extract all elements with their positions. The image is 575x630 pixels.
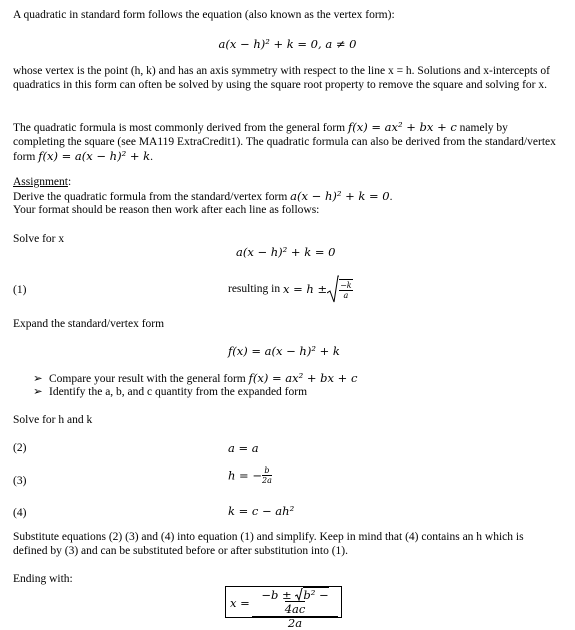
solve-for-x-label: Solve for x [13,233,65,245]
bullet-compare-text: Compare your result with the general form [49,373,249,385]
final-numerator [252,588,338,617]
step-3-numerator: b [262,466,272,476]
bullet-identify-text: Identify the a, b, and c quantity from the expanded form [49,386,308,398]
step-1-radical [327,275,353,303]
expand-label: Expand the standard/vertex form [13,318,165,330]
step-3-fraction [262,466,272,485]
para2-text-c: . [150,151,153,163]
final-x-label: x = [230,596,250,610]
step-3-equation [228,466,272,485]
general-form-equation: f(x) = ax² + bx + c [348,120,457,134]
vertex-form-equation: a(x − h)² + k = 0, a ≠ 0 [218,37,357,51]
expand-equation: f(x) = a(x − h)² + k [228,344,340,358]
step-1-result [228,275,353,303]
para2-text-b: namely by completing the square (see MA119 ExtraCredit1). The quadratic formula can also be derived from the standard/vertex form [13,122,556,163]
final-numerator-prefix: −b ± [261,588,296,602]
bullet-compare [33,371,357,386]
assignment-title: Assignment [13,176,68,188]
bullet-general-equation: f(x) = ax² + bx + c [248,371,358,385]
step-3-label: (3) [13,475,27,487]
step-2-label: (2) [13,442,27,454]
assignment-colon: : [67,176,72,188]
step-4-label: (4) [13,507,27,519]
quadratic-formula-paragraph [13,120,558,164]
ending-label: Ending with: [13,573,73,585]
assignment-heading [13,175,71,189]
radical-sign-icon [327,275,339,303]
quadratic-formula-box [225,586,342,630]
vertex-description-paragraph: whose vertex is the point (h, k) and has an axis symmetry with respect to the line x = h. Solutions and x-intercepts of quadratics in this form can often be solved by using the square root property to remove the square and solving for x. [13,65,550,91]
step-2-equation: a = a [228,441,259,455]
arrow-bullet-icon: ➢ [33,386,43,398]
intro-text: A quadratic in standard form follows the equation (also known as the vertex form): [13,9,395,21]
arrow-bullet-icon: ➢ [33,373,43,385]
final-radicand: b² − 4ac [284,588,329,616]
assignment-line-2: Your format should be reason then work after each line as follows: [13,204,320,216]
step-3-prefix: h = − [228,468,262,483]
step-1-label: (1) [13,284,27,296]
substitute-paragraph: Substitute equations (2) (3) and (4) into equation (1) and simplify. Keep in mind that (4) contains an h which is defined by (3) and can be substituted before or after substitution into (1). [13,531,524,557]
final-denominator: 2a [287,616,303,630]
bullet-identify [33,385,307,399]
step-1-denominator: a [343,290,349,300]
para2-text-a: The quadratic formula is most commonly derived from the general form [13,122,348,134]
step-1-numerator: −k [340,280,352,290]
step-1-fraction [339,279,353,300]
step-3-denominator: 2a [262,476,272,485]
final-fraction [252,588,338,630]
step-1-text: resulting in [228,283,283,295]
solve-for-hk-label: Solve for h and k [13,414,93,426]
step-4-equation: k = c − ah² [228,504,295,518]
solve-for-x-equation: a(x − h)² + k = 0 [236,245,336,259]
assignment-equation: a(x − h)² + k = 0 [290,189,390,203]
assignment-line-1 [13,189,393,204]
assignment-line1-text: Derive the quadratic formula from the standard/vertex form [13,191,291,203]
vertex-form-inline-equation: f(x) = a(x − h)² + k [38,149,151,163]
step-1-equation: x = h ± [282,282,328,296]
assignment-line1-end: . [389,191,393,203]
